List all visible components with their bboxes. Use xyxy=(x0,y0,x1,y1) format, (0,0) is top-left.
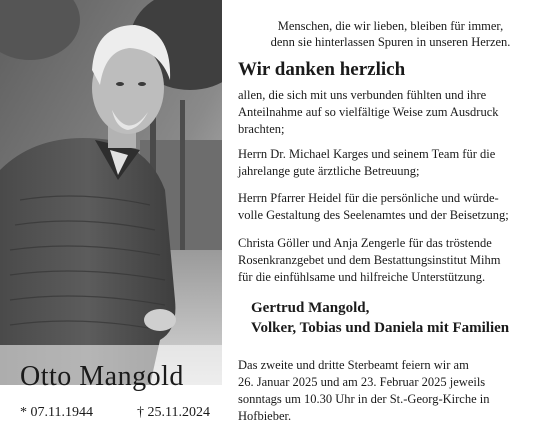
paragraph-line: Christa Göller und Anja Zengerle für das tröstende xyxy=(238,236,492,250)
portrait-photo xyxy=(0,0,222,385)
birth-date: * 07.11.1944 xyxy=(20,405,93,420)
death-date: † 25.11.2024 xyxy=(137,405,210,420)
paragraph-line: brachten; xyxy=(238,122,285,136)
footer-line: sonntags um 10.30 Uhr in der St.-Georg-Kirche in xyxy=(238,392,490,406)
paragraph-rosary xyxy=(238,235,543,286)
paragraph-line: volle Gestaltung des Seelenamtes und der Beisetzung; xyxy=(238,208,509,222)
footer-line: Hofbieber. xyxy=(238,409,292,423)
thanks-heading: Wir danken herzlich xyxy=(238,59,406,80)
paragraph-line: Herrn Dr. Michael Karges und seinem Team für die xyxy=(238,147,496,161)
family-signature xyxy=(251,298,509,338)
motto-line: Menschen, die wir lieben, bleiben für immer, xyxy=(277,19,504,33)
paragraph-line: für die einfühlsame und hilfreiche Unterstützung. xyxy=(238,270,486,284)
footer-line: Das zweite und dritte Sterbeamt feiern wir am xyxy=(238,358,469,372)
memorial-mass-info xyxy=(238,357,543,425)
paragraph-line: allen, die sich mit uns verbunden fühlten und ihre xyxy=(238,88,487,102)
signature-line: Gertrud Mangold, xyxy=(251,300,370,316)
footer-line: 26. Januar 2025 und am 23. Februar 2025 jeweils xyxy=(238,375,486,389)
paragraph-line: Rosenkranzgebet und dem Bestattungsinstitut Mihm xyxy=(238,253,501,267)
paragraph-line: Anteilnahme auf so vielfältige Weise zum Ausdruck xyxy=(238,105,499,119)
deceased-name: Otto Mangold xyxy=(20,361,184,392)
motto-line: denn sie hinterlassen Spuren in unseren Herzen. xyxy=(270,35,511,49)
life-dates xyxy=(20,405,225,423)
paragraph-priest xyxy=(238,190,543,224)
paragraph-line: jahrelange gute ärztliche Betreuung; xyxy=(238,164,420,178)
paragraph-sympathy xyxy=(238,87,543,138)
signature-line: Volker, Tobias und Daniela mit Familien xyxy=(251,320,510,336)
motto-quote xyxy=(238,18,543,50)
paragraph-line: Herrn Pfarrer Heidel für die persönliche und würde- xyxy=(238,191,499,205)
paragraph-doctor xyxy=(238,146,543,180)
